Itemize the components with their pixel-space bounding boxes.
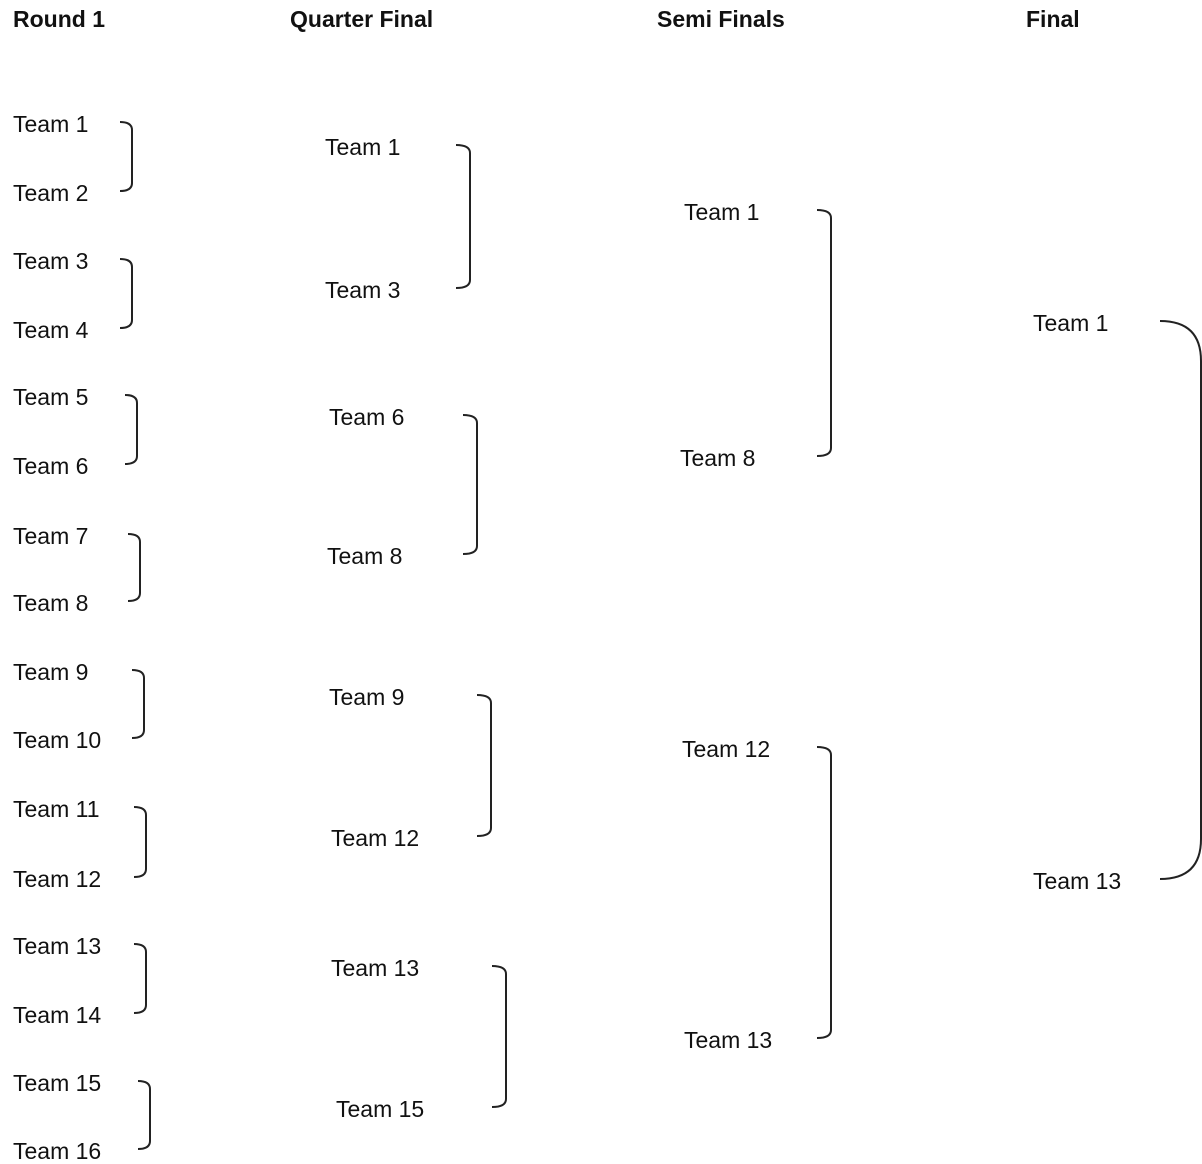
round-1-team-8: Team 8 <box>13 590 89 616</box>
bracket-round-3-pair-1 <box>817 210 831 456</box>
semi-finals-header: Semi Finals <box>657 6 785 32</box>
bracket-round-1-pair-3 <box>125 395 137 464</box>
round-1-team-9: Team 9 <box>13 659 89 685</box>
round-3-team-3: Team 12 <box>682 736 771 762</box>
round-1-team-5: Team 5 <box>13 384 89 410</box>
round-2-team-3: Team 6 <box>329 404 405 430</box>
bracket-round-2-pair-4 <box>492 966 506 1107</box>
bracket-round-1-pair-1 <box>120 122 132 191</box>
round-2-team-4: Team 8 <box>327 543 403 569</box>
bracket-round-1-pair-6 <box>134 807 146 877</box>
round-1-team-12: Team 12 <box>13 866 102 892</box>
round-3-team-2: Team 8 <box>680 445 756 471</box>
round-2-team-7: Team 13 <box>331 955 420 981</box>
round-2-team-8: Team 15 <box>336 1096 425 1122</box>
round-2-team-1: Team 1 <box>325 134 401 160</box>
round-1-team-6: Team 6 <box>13 453 89 479</box>
round-1-team-10: Team 10 <box>13 727 102 753</box>
final-header: Final <box>1026 6 1080 32</box>
round-2-team-6: Team 12 <box>331 825 420 851</box>
bracket-round-1-pair-2 <box>120 259 132 328</box>
bracket-round-1-pair-5 <box>132 670 144 738</box>
quarter-final-header: Quarter Final <box>290 6 434 32</box>
round-1-team-14: Team 14 <box>13 1002 102 1028</box>
round-2-team-2: Team 3 <box>325 277 401 303</box>
bracket-round-1-pair-7 <box>134 944 146 1013</box>
round-1-team-13: Team 13 <box>13 933 102 959</box>
round-3-team-1: Team 1 <box>684 199 760 225</box>
round-1-team-15: Team 15 <box>13 1070 102 1096</box>
round-3-team-4: Team 13 <box>684 1027 773 1053</box>
round-1-team-3: Team 3 <box>13 248 89 274</box>
bracket-round-3-pair-2 <box>817 747 831 1038</box>
round-1-team-11: Team 11 <box>13 796 100 822</box>
round-1-team-16: Team 16 <box>13 1138 102 1164</box>
round-1-team-4: Team 4 <box>13 317 89 343</box>
bracket-round-4-pair-1 <box>1160 321 1201 879</box>
round-1-team-1: Team 1 <box>13 111 89 137</box>
round-1-team-2: Team 2 <box>13 180 89 206</box>
bracket-round-2-pair-3 <box>477 695 491 836</box>
round-2-team-5: Team 9 <box>329 684 405 710</box>
bracket-round-1-pair-8 <box>138 1081 150 1149</box>
round-4-team-1: Team 1 <box>1033 310 1109 336</box>
bracket-round-2-pair-1 <box>456 145 470 288</box>
bracket-round-1-pair-4 <box>128 534 140 601</box>
round-1-header: Round 1 <box>13 6 105 32</box>
round-4-team-2: Team 13 <box>1033 868 1122 894</box>
bracket-round-2-pair-2 <box>463 415 477 554</box>
round-1-team-7: Team 7 <box>13 523 89 549</box>
